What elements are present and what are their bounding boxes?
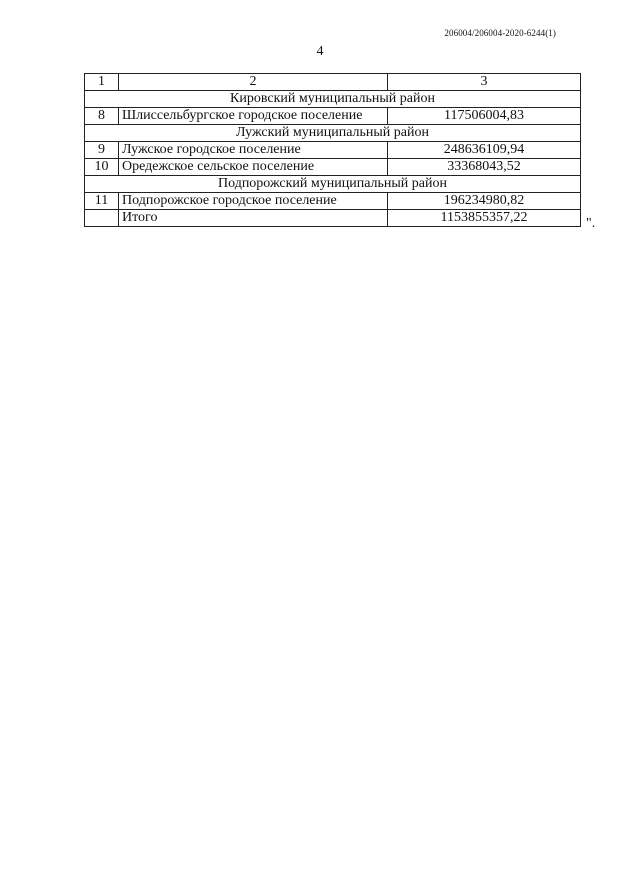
column-number-3: 3 (388, 74, 581, 91)
total-value: 1153855357,22 (388, 210, 581, 227)
total-row (85, 210, 581, 227)
district-name: Кировский муниципальный район (85, 91, 581, 108)
table-row (85, 193, 581, 210)
row-number: 11 (85, 193, 119, 210)
column-number-1: 1 (85, 74, 119, 91)
row-number: 8 (85, 108, 119, 125)
amount-value: 196234980,82 (388, 193, 581, 210)
document-code: 206004/206004-2020-6244(1) (444, 28, 556, 38)
total-label: Итого (119, 210, 388, 227)
settlement-name: Лужское городское поселение (119, 142, 388, 159)
district-name: Подпорожский муниципальный район (85, 176, 581, 193)
row-number: 9 (85, 142, 119, 159)
table-header-row (85, 74, 581, 91)
page-number: 4 (316, 44, 324, 59)
settlement-name: Подпорожское городское поселение (119, 193, 388, 210)
column-number-2: 2 (119, 74, 388, 91)
table-row (85, 108, 581, 125)
row-number: 10 (85, 159, 119, 176)
district-row (85, 176, 581, 193)
district-name: Лужский муниципальный район (85, 125, 581, 142)
amount-value: 33368043,52 (388, 159, 581, 176)
district-row (85, 91, 581, 108)
district-row (85, 125, 581, 142)
total-number-cell (85, 210, 119, 227)
amount-value: 248636109,94 (388, 142, 581, 159)
table-row (85, 159, 581, 176)
amount-value: 117506004,83 (388, 108, 581, 125)
allocation-table (84, 73, 581, 227)
closing-quote: ". (586, 216, 596, 231)
table-row (85, 142, 581, 159)
settlement-name: Шлиссельбургское городское поселение (119, 108, 388, 125)
settlement-name: Оредежское сельское поселение (119, 159, 388, 176)
